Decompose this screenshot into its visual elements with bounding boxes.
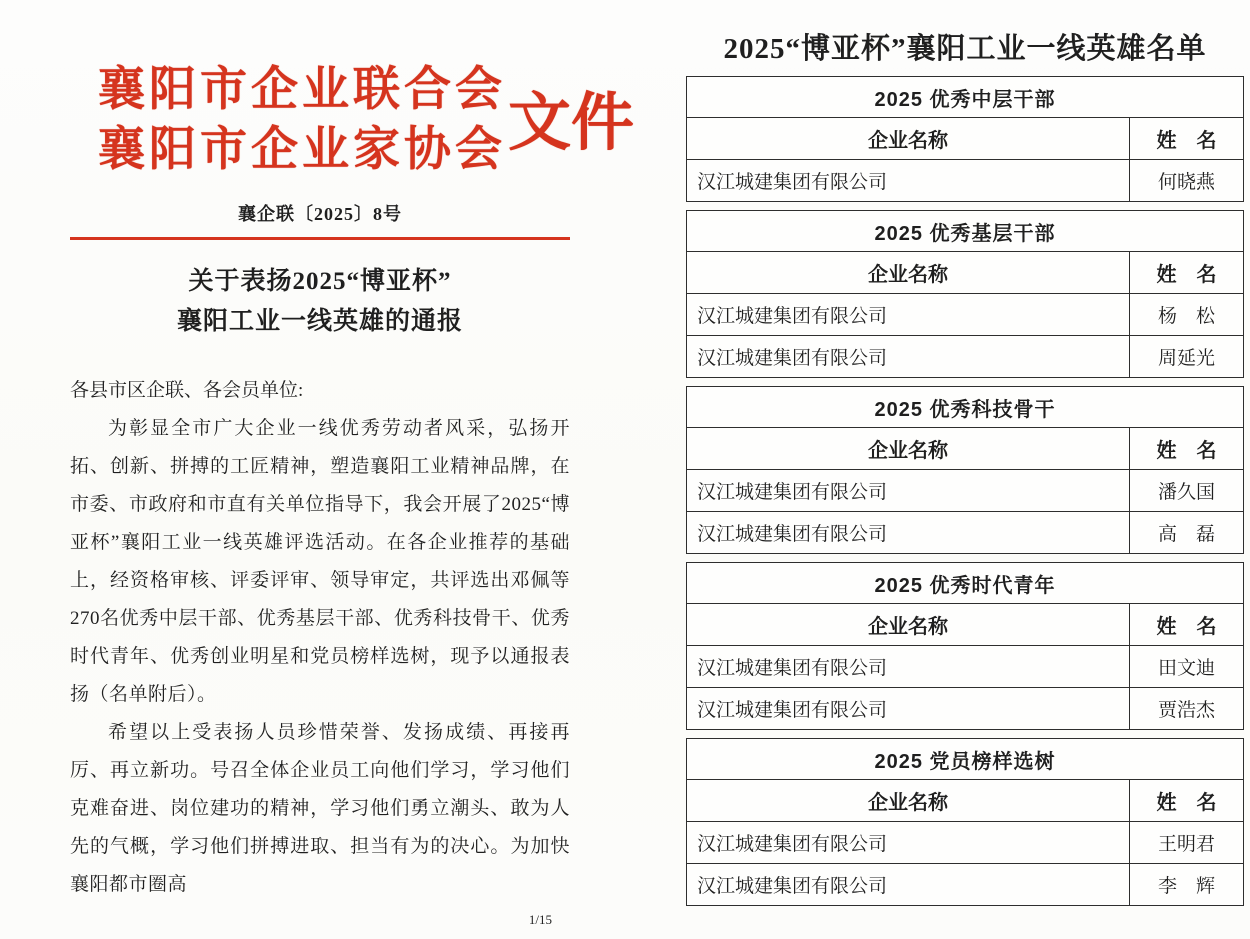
section-title: 2025 优秀科技骨干 [687,387,1243,428]
company-cell: 汉江城建集团有限公司 [697,834,888,855]
document-title [70,262,570,342]
section-header-row [687,118,1243,160]
section-header-row [687,604,1243,646]
org-names [98,60,506,180]
column-header-name: 姓 名 [1129,428,1243,469]
table-row [687,646,1243,688]
body-paragraph-1: 为彰显全市广大企业一线优秀劳动者风采，弘扬开拓、创新、拼搏的工匠精神，塑造襄阳工业精神品牌，在市委、市政府和市直有关单位指导下，我会开展了2025“博亚杯”襄阳工业一线英雄评选活动。在各企业推荐的基础上，经资格审核、评委评审、领导审定，共评选出邓佩等270名优秀中层干部、优秀基层干部、优秀科技骨干、优秀时代青年、优秀创业明星和党员榜样选树，现予以通报表扬（名单附后）。 [70,418,570,706]
column-header-name: 姓 名 [1129,252,1243,293]
company-cell: 汉江城建集团有限公司 [697,306,888,327]
red-divider [70,237,570,240]
column-header-company: 企业名称 [868,130,948,152]
roster-section [686,210,1244,378]
org-name-line2: 襄阳市企业家协会 [98,124,506,177]
salutation: 各县市区企联、各会员单位: [70,380,304,402]
section-title: 2025 优秀基层干部 [687,211,1243,252]
roster-section [686,738,1244,906]
column-header-company: 企业名称 [868,616,948,638]
column-header-name: 姓 名 [1129,780,1243,821]
table-row [687,294,1243,336]
section-title: 2025 党员榜样选树 [687,739,1243,780]
section-title: 2025 优秀时代青年 [687,563,1243,604]
name-cell: 何晓燕 [1129,160,1243,201]
company-cell: 汉江城建集团有限公司 [697,524,888,545]
roster-page [686,26,1244,914]
section-title: 2025 优秀中层干部 [687,77,1243,118]
section-header-row [687,252,1243,294]
company-cell: 汉江城建集团有限公司 [697,658,888,679]
roster-sections [686,76,1244,906]
table-row [687,470,1243,512]
column-header-company: 企业名称 [868,792,948,814]
table-row [687,160,1243,201]
name-cell: 田文迪 [1129,646,1243,687]
column-header-name: 姓 名 [1129,604,1243,645]
body-paragraph-2: 希望以上受表扬人员珍惜荣誉、发扬成绩、再接再厉、再立新功。号召全体企业员工向他们学习，学习他们克难奋进、岗位建功的精神，学习他们勇立潮头、敢为人先的气概，学习他们拼搏进取、担当有为的决心。为加快襄阳都市圈高 [70,722,570,896]
org-name-line1: 襄阳市企业联合会 [98,64,506,116]
column-header-company: 企业名称 [868,264,948,286]
page-number: 1/15 [528,912,552,928]
column-header-company: 企业名称 [868,440,948,462]
notice-page [70,60,634,928]
table-row [687,864,1243,905]
letterhead [70,60,634,180]
company-cell: 汉江城建集团有限公司 [697,700,888,721]
name-cell: 周延光 [1129,336,1243,377]
section-header-row [687,428,1243,470]
company-cell: 汉江城建集团有限公司 [697,172,888,193]
roster-title: 2025“博亚杯”襄阳工业一线英雄名单 [723,33,1207,65]
name-cell: 杨 松 [1129,294,1243,335]
name-cell: 李 辉 [1129,864,1243,905]
name-cell: 潘久国 [1129,470,1243,511]
roster-section [686,386,1244,554]
company-cell: 汉江城建集团有限公司 [697,482,888,503]
doc-number: 襄企联〔2025〕8号 [238,204,402,225]
roster-section [686,562,1244,730]
section-header-row [687,780,1243,822]
column-header-name: 姓 名 [1129,118,1243,159]
table-row [687,822,1243,864]
table-row [687,688,1243,729]
document-title-line2: 襄阳工业一线英雄的通报 [176,308,463,336]
doc-type-label: 文件 [508,87,634,158]
name-cell: 高 磊 [1129,512,1243,553]
company-cell: 汉江城建集团有限公司 [697,348,888,369]
roster-section [686,76,1244,202]
name-cell: 贾浩杰 [1129,688,1243,729]
table-row [687,336,1243,377]
table-row [687,512,1243,553]
document-title-line1: 关于表扬2025“博亚杯” [188,268,452,296]
company-cell: 汉江城建集团有限公司 [697,876,888,897]
name-cell: 王明君 [1129,822,1243,863]
